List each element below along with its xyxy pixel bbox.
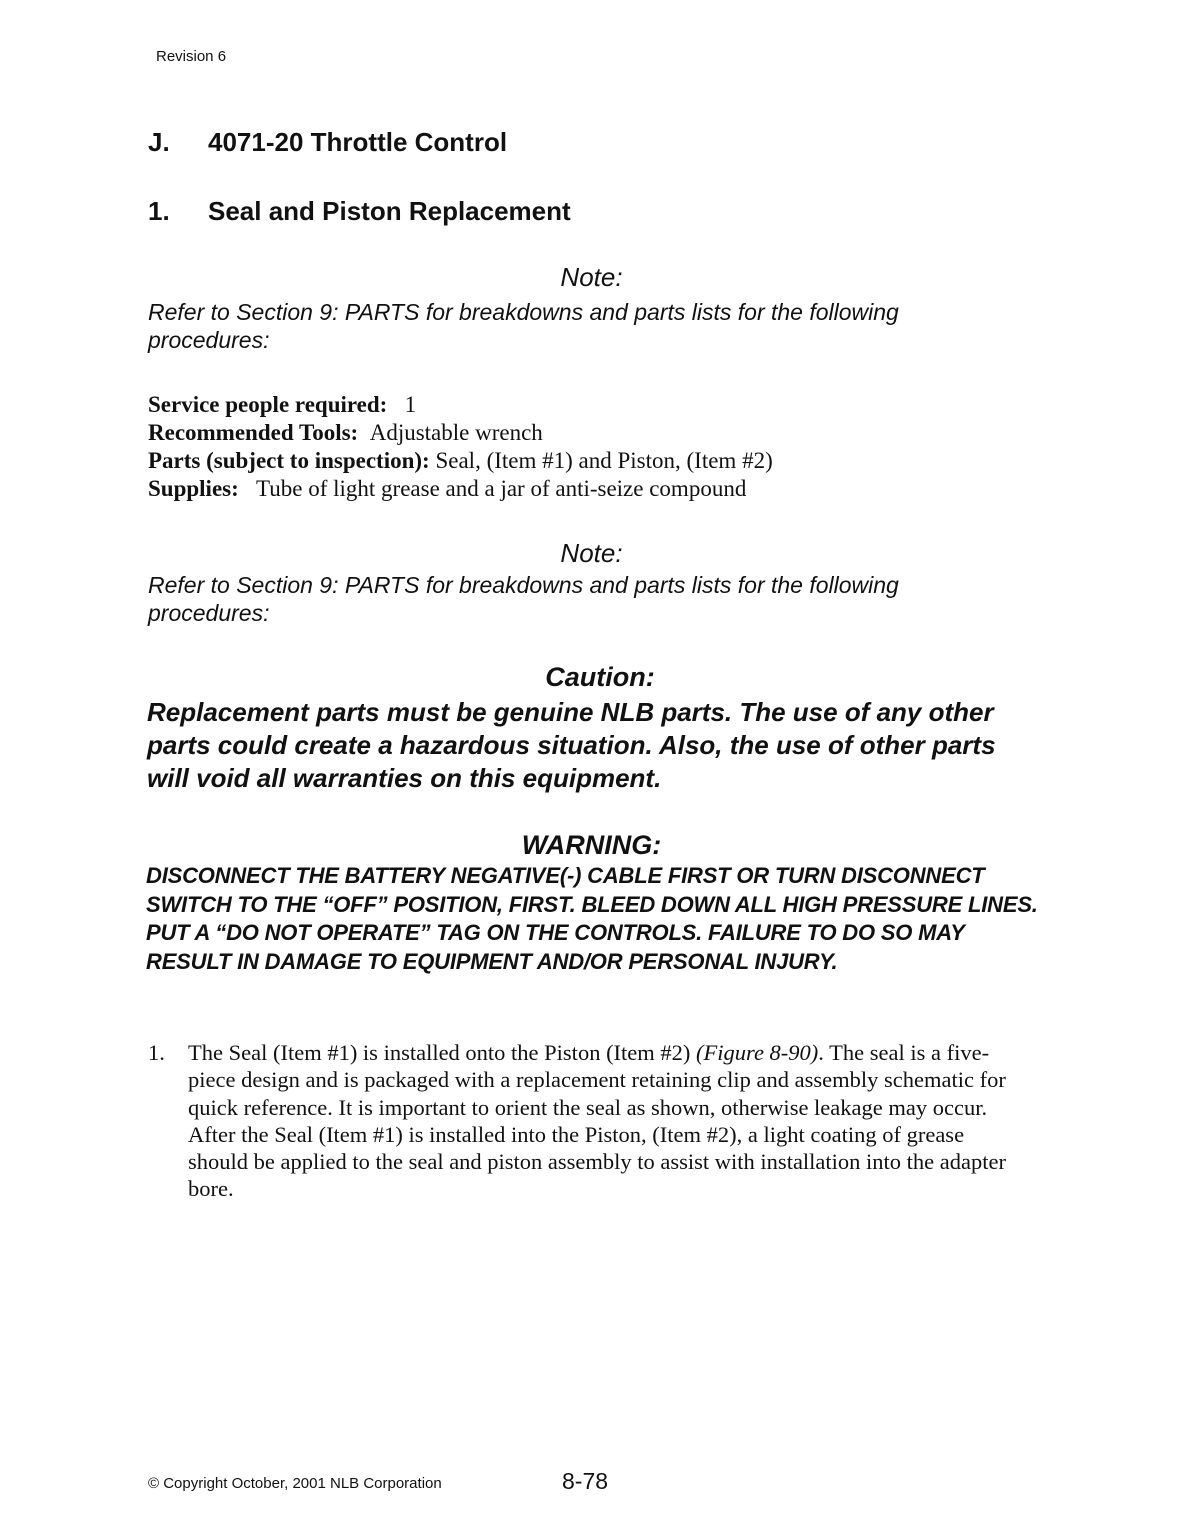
tools-value: Adjustable wrench <box>369 420 543 445</box>
step-text-end: . The seal is a five-piece design and is packaged with a replacement retaining clip and assembly schematic for quick reference. It is important to orient the seal as shown, otherwise leakage may occur. After the Seal (Item #1) is installed into the Piston, (Item #2), a light coating of grease should be applied to the seal and piston assembly to assist with installation into the adapter bore. <box>188 1040 1006 1202</box>
note-body: Refer to Section 9: PARTS for breakdowns and parts lists for the following procedures: <box>148 299 899 353</box>
caution-body: Replacement parts must be genuine NLB parts. The use of any other parts could create a hazardous situation. Also, the use of other parts will void all warranties on this equipment. <box>147 697 996 793</box>
step-number: 1. <box>148 1040 165 1065</box>
warning-body: DISCONNECT THE BATTERY NEGATIVE(-) CABLE FIRST OR TURN DISCONNECT SWITCH TO THE “OFF” POSITION, FIRST. BLEED DOWN ALL HIGH PRESSURE LINES. PUT A “DO NOT OPERATE” TAG ON THE CONTROLS. FAILURE TO DO SO MAY RESULT IN DAMAGE TO EQUIPMENT AND/OR PERSONAL INJURY. <box>146 863 1038 974</box>
supplies-row <box>148 475 773 503</box>
note-title: Note: <box>560 262 623 292</box>
subsection-heading <box>148 196 571 227</box>
parts-value: Seal, (Item #1) and Piston, (Item #2) <box>435 448 773 473</box>
procedure-step <box>148 1039 1028 1203</box>
section-letter: J. <box>148 127 170 157</box>
tools-label: Recommended Tools: <box>148 420 359 445</box>
tools-row <box>148 419 773 447</box>
subsection-title: Seal and Piston Replacement <box>208 196 571 226</box>
subsection-number: 1. <box>148 196 170 226</box>
section-title: 4071-20 Throttle Control <box>208 127 508 157</box>
note-title: Note: <box>560 538 623 568</box>
page-number: 8-78 <box>562 1468 609 1494</box>
supplies-value: Tube of light grease and a jar of anti-seize compound <box>256 476 747 501</box>
parts-label: Parts (subject to inspection): <box>148 448 430 473</box>
note-body: Refer to Section 9: PARTS for breakdowns and parts lists for the following procedures: <box>148 572 899 626</box>
supplies-label: Supplies: <box>148 476 239 501</box>
parts-row <box>148 447 773 475</box>
section-heading <box>148 127 507 158</box>
warning-title: WARNING: <box>521 830 662 860</box>
figure-reference: (Figure 8-90) <box>696 1040 819 1065</box>
service-people-label: Service people required: <box>148 392 388 417</box>
revision-label: Revision 6 <box>156 48 227 65</box>
service-people-value: 1 <box>404 392 417 417</box>
step-text-start: The Seal (Item #1) is installed onto the Piston (Item #2) <box>188 1040 697 1065</box>
service-people-row <box>148 391 773 419</box>
caution-title: Caution: <box>545 662 655 692</box>
step-text <box>188 1039 1028 1203</box>
requirements-block <box>148 391 773 503</box>
footer-copyright: © Copyright October, 2001 NLB Corporation <box>148 1475 442 1492</box>
